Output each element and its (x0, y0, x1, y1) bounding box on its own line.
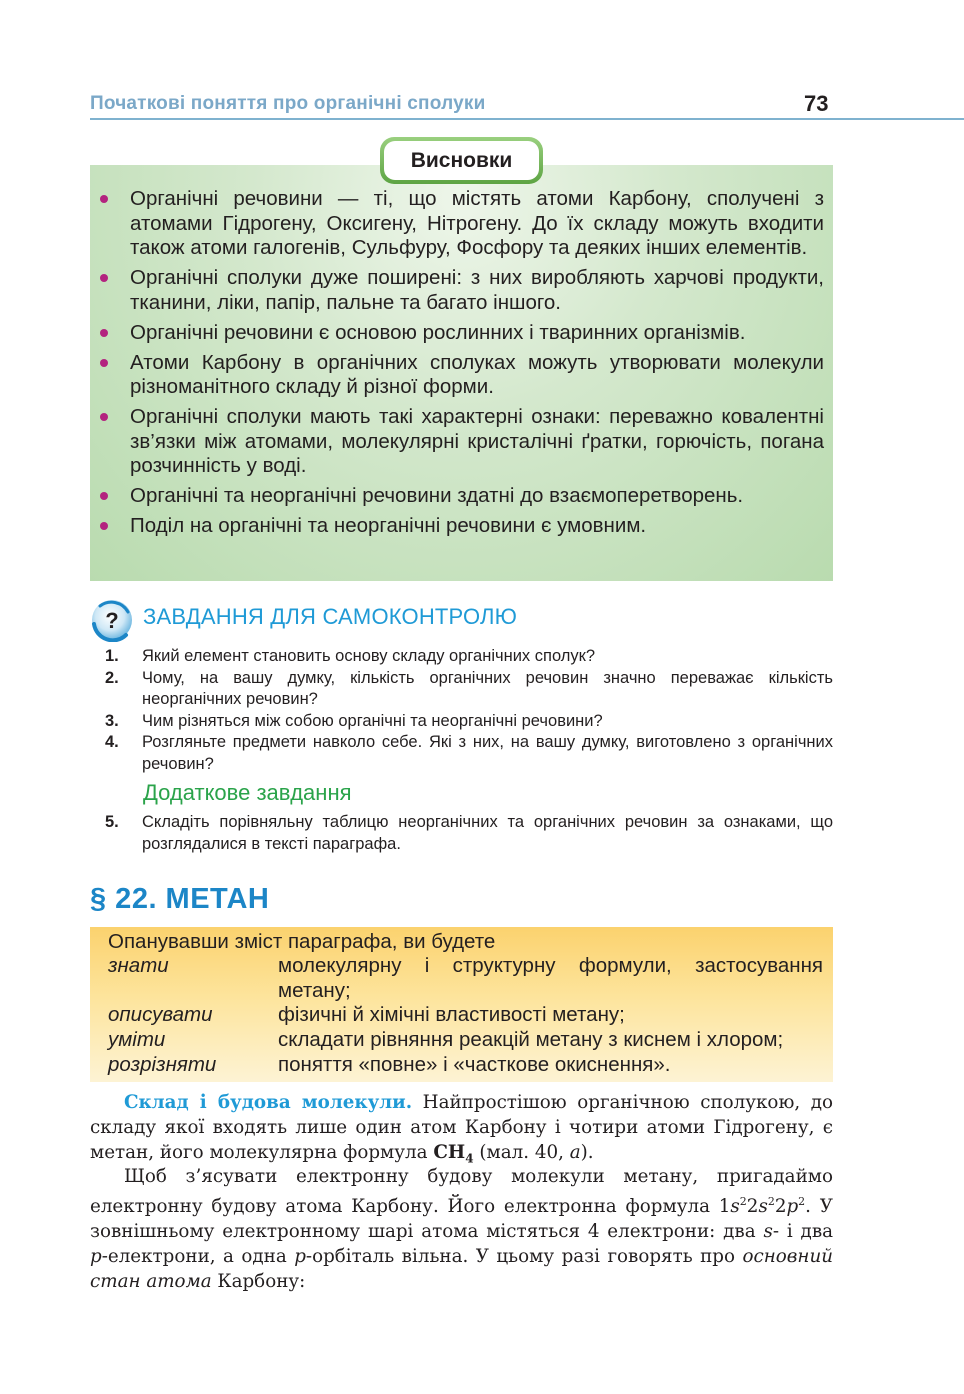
goal-verb: знати (108, 954, 169, 977)
conclusions-title-badge (380, 137, 543, 184)
paragraph-composition: Склад і будова молекули. Найпростішою органічною сполукою, до складу якої входять лише один атом Карбону і чотири атоми Гідрогену, є метан, його молекулярна формула $CH_4$ (мал. 40, а). (90, 1092, 833, 1166)
goal-text: молекулярну і структурну формули, застосування метану; (278, 954, 823, 1002)
bullet-icon (100, 359, 108, 367)
running-header (90, 90, 964, 120)
section-title: § 22. МЕТАН (90, 883, 270, 915)
bullet-icon (100, 492, 108, 500)
task-number: 2. (105, 668, 119, 687)
conclusion-item: Органічні сполуки мають такі характерні ознаки: переважно ковалентні зв’язки між атомами, молекулярні кристалічні ґратки, горючість, погана розчинність у воді. (100, 405, 824, 479)
bullet-icon (100, 195, 108, 203)
goal-verb: описувати (108, 1003, 213, 1026)
page-number: 73 (804, 91, 829, 116)
task-number: 5. (105, 813, 119, 831)
task-item: 3. Чим різняться між собою органічні та неорганічні речовини? (105, 711, 833, 733)
goal-text: складати рівняння реакцій метану з киснем і хлором; (278, 1028, 784, 1051)
task-number: 4. (105, 733, 119, 751)
emphasis-ground-state: основний стан атома (90, 1246, 833, 1293)
paragraph-electron-structure: Щоб з’ясувати електронну будову молекули метану, пригадаймо електронну будову атома Карбону. Його електронна формула $1s^22s^22p^2$. У зовнішньому електронному шарі атома містяться 4 електрони: два s- і два p-електрони, а одна p-орбіталь вільна. У цьому разі говорять про основний стан атома Карбону: (90, 1166, 834, 1293)
task-item: 5. Складіть порівняльну таблицю неорганічних та органічних речовин за ознаками, що розглядалися в тексті параграфа. (105, 813, 833, 853)
extra-task-list (105, 812, 833, 855)
header-title: Початкові поняття про органічні сполуки (90, 93, 486, 114)
conclusions-title: Висновки (384, 141, 539, 180)
goals-heading: Опанувавши зміст параграфа, ви будете (108, 930, 496, 953)
methane-formula: $CH_4$ (433, 1142, 474, 1166)
task-item: 1. Який елемент становить основу складу органічних сполук? (105, 646, 833, 668)
task-list (105, 646, 833, 775)
conclusion-item: Поділ на органічні та неорганічні речовини є умовним. (100, 514, 824, 539)
task-item: 4. Розгляньте предмети навколо себе. Які з них, на вашу думку, виготовлено з органічних речовин? (105, 733, 833, 773)
goal-text: фізичні й хімічні властивості метану; (278, 1003, 625, 1026)
bullet-icon (100, 413, 108, 421)
self-control-title: ЗАВДАННЯ ДЛЯ САМОКОНТРОЛЮ (143, 604, 518, 629)
bullet-icon (100, 329, 108, 337)
paragraph-lead: Склад і будова молекули. (124, 1092, 413, 1113)
task-number: 1. (105, 647, 119, 665)
conclusion-item: Органічні речовини є основою рослинних і тваринних організмів. (100, 321, 824, 346)
goal-text: поняття «повне» і «часткове окиснення». (278, 1053, 671, 1076)
bullet-icon (100, 274, 108, 282)
goal-verb: розрізняти (108, 1053, 217, 1076)
task-item: 2. Чому, на вашу думку, кількість органічних речовин значно переважає кількість неорганічних речовин? (105, 668, 833, 708)
conclusion-item: Органічні речовини — ті, що містять атоми Карбону, сполучені з атомами Гідрогену, Оксигену, Нітрогену. До їх складу можуть входити також атоми галогенів, Сульфуру, Фосфору та деяких інших елементів. (100, 187, 824, 261)
conclusion-item: Органічні та неорганічні речовини здатні до взаємоперетворень. (100, 484, 824, 509)
conclusion-item: Атоми Карбону в органічних сполуках можуть утворювати молекули різноманітного складу й різної форми. (100, 351, 824, 400)
conclusion-item: Органічні сполуки дуже поширені: з них виробляють харчові продукти, тканини, ліки, папір, пальне та багато іншого. (100, 266, 824, 315)
svg-text:?: ? (105, 608, 119, 633)
question-icon (90, 598, 134, 642)
task-number: 3. (105, 711, 119, 730)
goal-verb: уміти (108, 1028, 166, 1051)
conclusions-list (100, 187, 824, 544)
bullet-icon (100, 522, 108, 530)
extra-task-title: Додаткове завдання (143, 780, 352, 805)
